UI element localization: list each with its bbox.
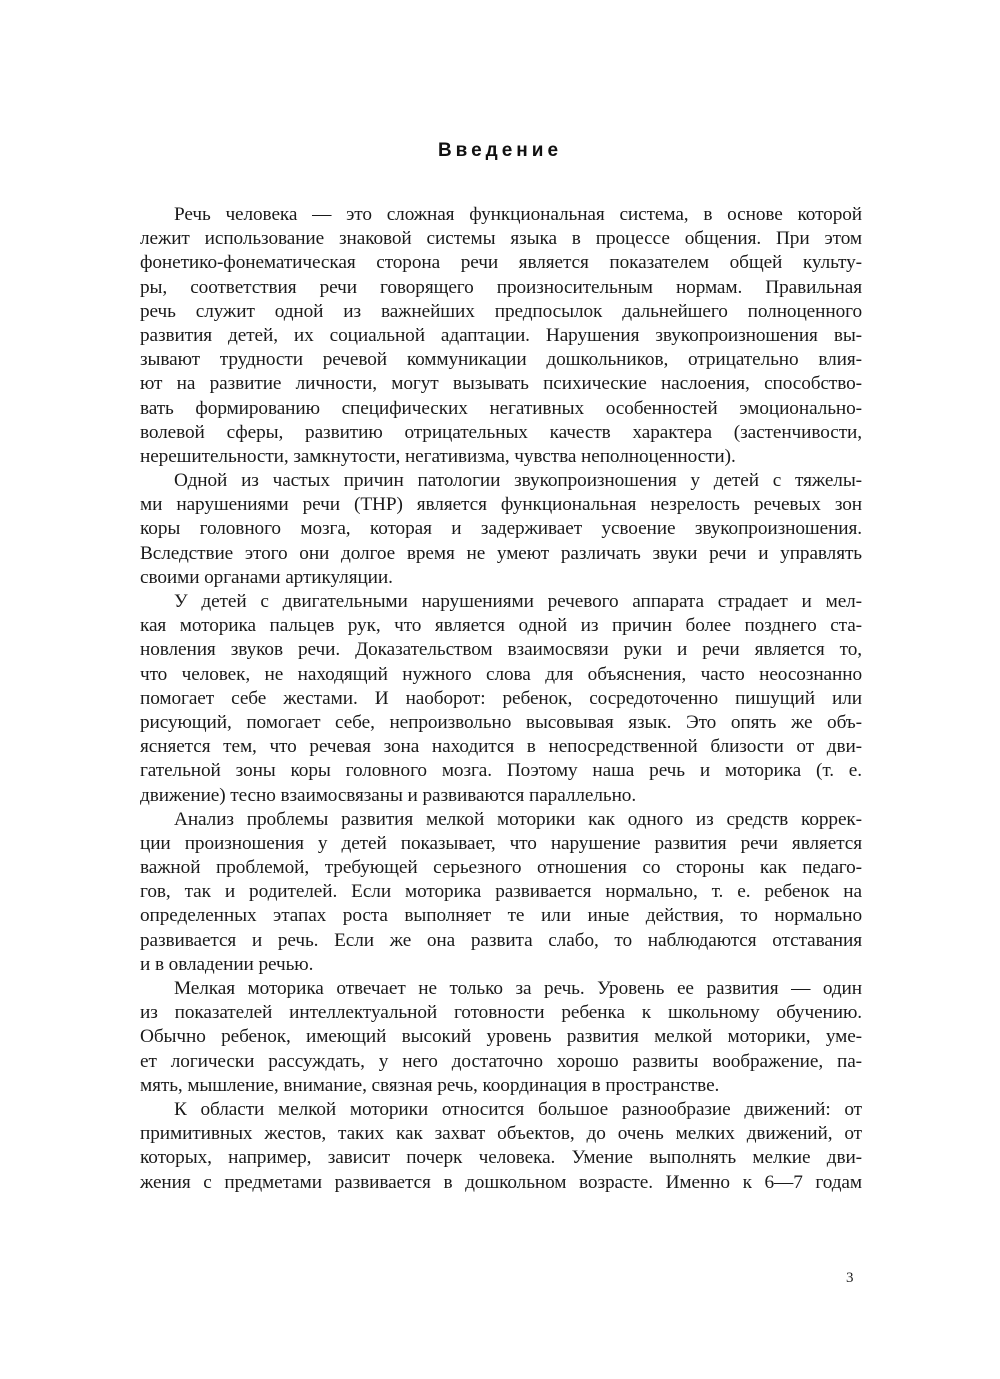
text-line: новления звуков речи. Доказательством взаимосвязи руки и речи является то,: [140, 639, 862, 661]
body-text: [140, 203, 862, 1195]
text-line: Вследствие этого они долгое время не умеют различать звуки речи и управлять: [140, 542, 862, 564]
text-line: Обычно ребенок, имеющий высокий уровень развития мелкой моторики, уме-: [140, 1026, 862, 1048]
text-line: кая моторика пальцев рук, что является одной из причин более позднего ста-: [140, 615, 862, 637]
text-line: которых, например, зависит почерк человека. Умение выполнять мелкие дви-: [140, 1147, 862, 1169]
text-line: гов, так и родителей. Если моторика развивается нормально, т. е. ребенок на: [140, 881, 862, 903]
text-line: движение) тесно взаимосвязаны и развиваются параллельно.: [140, 784, 637, 806]
text-line: фонетико-фонематическая сторона речи является показателем общей культу-: [140, 252, 862, 274]
text-line: ры, соответствия речи говорящего произносительным нормам. Правильная: [140, 276, 862, 298]
text-line: ми нарушениями речи (ТНР) является функциональная незрелость речевых зон: [140, 494, 862, 516]
text-line: своими органами артикуляции.: [140, 566, 393, 588]
text-line: Мелкая моторика отвечает не только за речь. Уровень ее развития — один: [174, 978, 862, 999]
text-line: рисующий, помогает себе, непроизвольно высовывая язык. Это опять же объ-: [140, 711, 862, 733]
text-line: жения с предметами развивается в дошкольном возрасте. Именно к 6—7 годам: [140, 1171, 862, 1193]
text-line: помогает себе жестами. И наоборот: ребенок, сосредоточенно пишущий или: [140, 687, 862, 709]
text-line: зывают трудности речевой коммуникации дошкольников, отрицательно влия-: [140, 349, 862, 371]
text-line: Одной из частых причин патологии звукопроизношения у детей с тяжелы-: [174, 470, 862, 492]
text-line: гательной зоны коры головного мозга. Поэтому наша речь и моторика (т. е.: [140, 760, 862, 782]
text-line: что человек, не находящий нужного слова для объяснения, часто неосознанно: [140, 663, 862, 685]
page-title: Введение: [437, 140, 563, 161]
text-line: речь служит одной из важнейших предпосылок дальнейшего полноценного: [140, 300, 862, 322]
text-line: мять, мышление, внимание, связная речь, координация в пространстве.: [140, 1074, 720, 1096]
text-line: лежит использование знаковой системы языка в процессе общения. При этом: [140, 228, 862, 250]
text-line: развивается и речь. Если же она развита слабо, то наблюдаются отставания: [140, 929, 862, 951]
text-line: ции произношения у детей показывает, что нарушение развития речи является: [140, 832, 862, 854]
text-line: определенных этапах роста выполняет те или иные действия, то нормально: [140, 905, 862, 927]
text-line: Анализ проблемы развития мелкой моторики как одного из средств коррек-: [174, 808, 862, 830]
text-line: из показателей интеллектуальной готовности ребенка к школьному обучению.: [140, 1002, 862, 1024]
text-line: нерешительности, замкнутости, негативизма, чувства неполноценности).: [140, 445, 736, 467]
text-line: ясняется тем, что речевая зона находится в непосредственной близости от дви-: [140, 736, 862, 758]
page-number: 3: [846, 1270, 854, 1286]
text-line: коры головного мозга, которая и задерживает усвоение звукопроизношения.: [140, 518, 862, 540]
text-line: развития детей, их социальной адаптации. Нарушения звукопроизношения вы-: [140, 324, 862, 346]
text-line: волевой сферы, развитию отрицательных качеств характера (застенчивости,: [140, 421, 862, 443]
text-line: ет логически рассуждать, у него достаточно хорошо развиты воображение, па-: [140, 1050, 862, 1072]
text-line: важной проблемой, требующей серьезного отношения со стороны как педаго-: [140, 857, 862, 879]
text-line: У детей с двигательными нарушениями речевого аппарата страдает и мел-: [174, 591, 862, 612]
text-line: ют на развитие личности, могут вызывать психические наслоения, способство-: [140, 373, 862, 395]
text-line: примитивных жестов, таких как захват объектов, до очень мелких движений, от: [140, 1123, 862, 1145]
text-line: и в овладении речью.: [140, 953, 314, 975]
text-line: Речь человека — это сложная функциональная система, в основе которой: [174, 204, 862, 225]
text-line: К области мелкой моторики относится большое разнообразие движений: от: [174, 1098, 862, 1120]
text-line: вать формированию специфических негативных особенностей эмоционально-: [140, 397, 862, 419]
